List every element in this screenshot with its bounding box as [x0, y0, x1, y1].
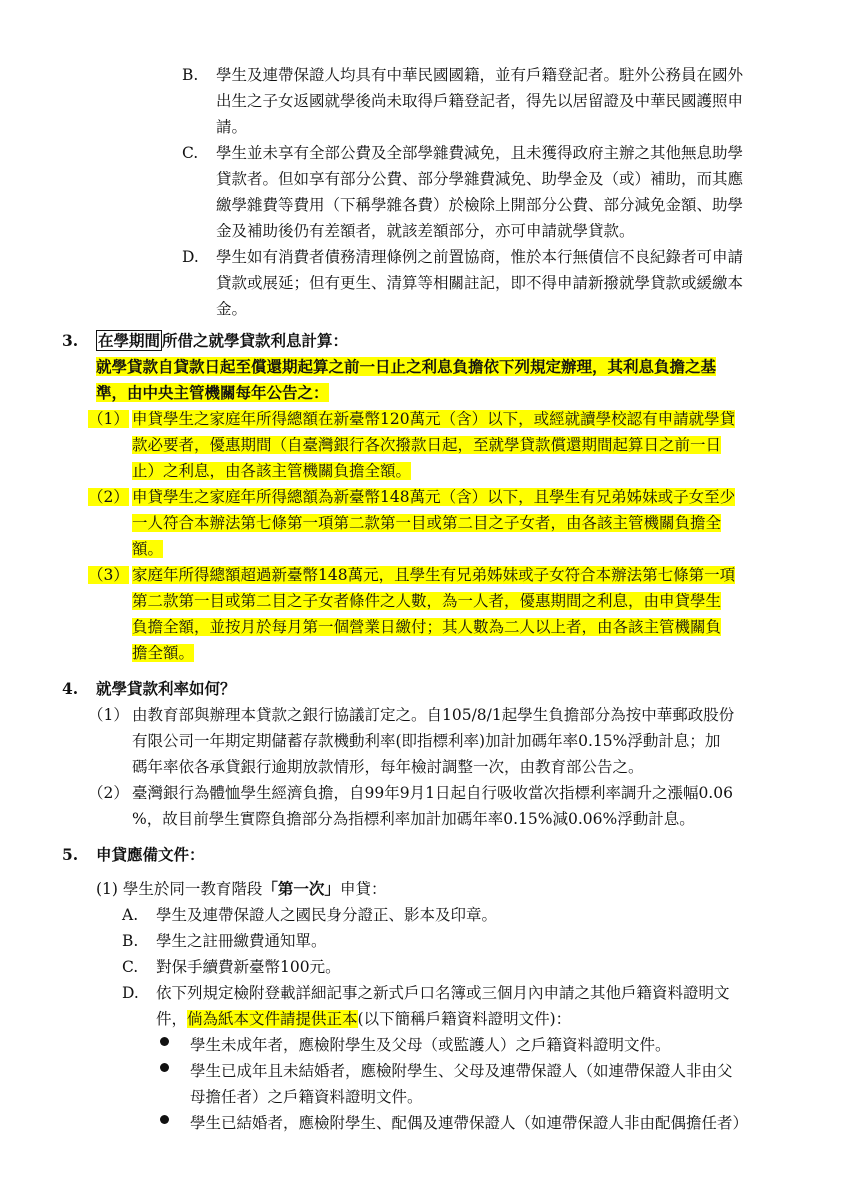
- section-5-item-d-line-2-suffix: (以下簡稱戶籍資料證明文件)：: [357, 1010, 572, 1028]
- section-5-title: 申貸應備文件：: [96, 845, 205, 864]
- section-4-item-1-line-3: 碼年率依各承貸銀行逾期放款情形，每年檢討調整一次，由教育部公告之。: [132, 758, 644, 776]
- bullet-3-line-1: 學生已結婚者，應檢附學生、配偶及連帶保證人（如連帶保證人非由配偶擔任者）: [190, 1114, 749, 1132]
- section-5-item-d-line-2: [156, 1006, 571, 1032]
- section-5-item-a-text: 學生及連帶保證人之國民身分證正、影本及印章。: [156, 906, 498, 924]
- item-b-line-1: 學生及連帶保證人均具有中華民國國籍，並有戶籍登記者。駐外公務員在國外: [216, 66, 744, 84]
- section-3-title-boxed: 在學期間: [98, 331, 161, 350]
- section-3-item-3-line-4: 擔全額。: [132, 644, 195, 662]
- section-3-title: [96, 328, 348, 354]
- section-3-item-1-line-3: 止）之利息，由各該主管機關負擔全額。: [132, 462, 412, 480]
- section-5-sub-1-prefix: 學生於同一教育階段: [122, 880, 263, 898]
- section-4-number: 4.: [62, 679, 79, 698]
- section-3-intro-line-2: 準，由中央主管機關每年公告之：: [96, 383, 329, 402]
- section-5-item-c-label: C.: [122, 958, 139, 976]
- section-4-item-1-line-1: 由教育部與辦理本貸款之銀行協議訂定之。自105/8/1起學生負擔部分為按中華郵政股份: [132, 706, 735, 724]
- section-5-item-c-text: 對保手續費新臺幣100元。: [156, 958, 341, 976]
- item-c-line-3: 繳學雜費等費用（下稱學雜各費）於檢除上開部分公費、部分減免金額、助學: [216, 196, 744, 214]
- section-5-sub-1-suffix: 申貸：: [339, 880, 387, 898]
- section-3-item-3-line-3: 負擔全額，並按月於每月第一個營業日繳付；其人數為二人以上者，由各該主管機關負: [132, 618, 722, 636]
- bullet-3-dot-icon: [160, 1115, 169, 1124]
- section-3-item-3-line-2: 第二款第一目或第二目之子女者條件之人數，為一人者，優惠期間之利息，由申貸學生: [132, 592, 722, 610]
- section-4-item-2-line-2: %，故目前學生實際負擔部分為指標利率加計加碼年率0.15%減0.06%浮動計息。: [132, 810, 695, 828]
- item-c-line-1: 學生並未享有全部公費及全部學雜費減免，且未獲得政府主辦之其他無息助學: [216, 144, 744, 162]
- section-3-item-1-line-1: 申貸學生之家庭年所得總額在新臺幣120萬元（含）以下，或經就讀學校認有申請就學貸: [132, 410, 736, 428]
- item-b-line-3: 請。: [216, 118, 248, 136]
- item-c-line-2: 貸款者。但如享有部分公費、部分學雜費減免、助學金及（或）補助，而其應: [216, 170, 744, 188]
- section-3-item-2-line-1: 申貸學生之家庭年所得總額為新臺幣148萬元（含）以下，且學生有兄弟姊妹或子女至少: [132, 488, 736, 506]
- section-5-item-b-label: B.: [122, 932, 139, 950]
- section-5-item-d-line-2-prefix: 件，: [156, 1010, 188, 1028]
- section-4-item-2-label: （2）: [88, 784, 129, 802]
- bullet-2-line-2: 母擔任者）之戶籍資料證明文件。: [190, 1088, 423, 1106]
- section-3-title-rest: 所借之就學貸款利息計算：: [162, 331, 349, 350]
- section-5-item-d-line-2-highlight: 倘為紙本文件請提供正本: [187, 1010, 358, 1028]
- section-3-item-2-label: （2）: [88, 488, 129, 506]
- section-3-item-1-label: （1）: [88, 410, 129, 428]
- item-c-line-4: 金及補助後仍有差額者，就該差額部分，亦可申請就學貸款。: [216, 222, 635, 240]
- item-d-label: D.: [182, 248, 199, 266]
- section-4-item-1-line-2: 有限公司一年期定期儲蓄存款機動利率(即指標利率)加計加碼年率0.15%浮動計息；加: [132, 732, 721, 750]
- section-3-item-1-line-2: 款必要者，優惠期間（自臺灣銀行各次撥款日起，至就學貸款償還期間起算日之前一日: [132, 436, 722, 454]
- section-4-item-1-label: （1）: [88, 706, 129, 724]
- section-5-item-d-label: D.: [122, 984, 139, 1002]
- item-d-line-2: 貸款或展延；但有更生、清算等相關註記，即不得申請新撥就學貸款或緩繳本: [216, 274, 744, 292]
- bullet-2-line-1: 學生已成年且未結婚者，應檢附學生、父母及連帶保證人（如連帶保證人非由父: [190, 1062, 733, 1080]
- section-5-number: 5.: [62, 845, 79, 864]
- item-b-label: B.: [182, 66, 199, 84]
- section-5-sub-1: [96, 876, 386, 902]
- section-3-item-2-line-3: 額。: [132, 540, 164, 558]
- section-3-item-3-line-1: 家庭年所得總額超過新臺幣148萬元，且學生有兄弟姊妹或子女符合本辦法第七條第一項: [132, 566, 736, 584]
- bullet-1-line-1: 學生未成年者，應檢附學生及父母（或監護人）之戶籍資料證明文件。: [190, 1036, 671, 1054]
- section-3-item-2-line-2: 一人符合本辦法第七條第一項第二款第一目或第二目之子女者，由各該主管機關負擔全: [132, 514, 722, 532]
- section-3-item-3-label: （3）: [88, 566, 129, 584]
- section-5-item-d-line-1: 依下列規定檢附登載詳細記事之新式戶口名簿或三個月內申請之其他戶籍資料證明文: [156, 984, 730, 1002]
- item-b-line-2: 出生之子女返國就學後尚未取得戶籍登記者，得先以居留證及中華民國護照申: [216, 92, 744, 110]
- section-5-item-b-text: 學生之註冊繳費通知單。: [156, 932, 327, 950]
- section-4-item-2-line-1: 臺灣銀行為體恤學生經濟負擔，自99年9月1日起自行吸收當次指標利率調升之漲幅0.06: [132, 784, 733, 802]
- item-d-line-3: 金。: [216, 300, 248, 318]
- section-5-item-a-label: A.: [122, 906, 139, 924]
- section-3-intro-line-1: 就學貸款自貸款日起至償還期起算之前一日止之利息負擔依下列規定辦理，其利息負擔之基: [96, 357, 717, 376]
- item-c-label: C.: [182, 144, 199, 162]
- section-4-title: 就學貸款利率如何？: [96, 679, 236, 698]
- section-3-number: 3.: [62, 331, 79, 350]
- bullet-1-dot-icon: [160, 1037, 169, 1046]
- section-5-sub-1-emph: 「第一次」: [262, 879, 340, 898]
- section-5-sub-1-label: (1): [96, 880, 118, 898]
- item-d-line-1: 學生如有消費者債務清理條例之前置協商，惟於本行無債信不良紀錄者可申請: [216, 248, 744, 266]
- bullet-2-dot-icon: [160, 1063, 169, 1072]
